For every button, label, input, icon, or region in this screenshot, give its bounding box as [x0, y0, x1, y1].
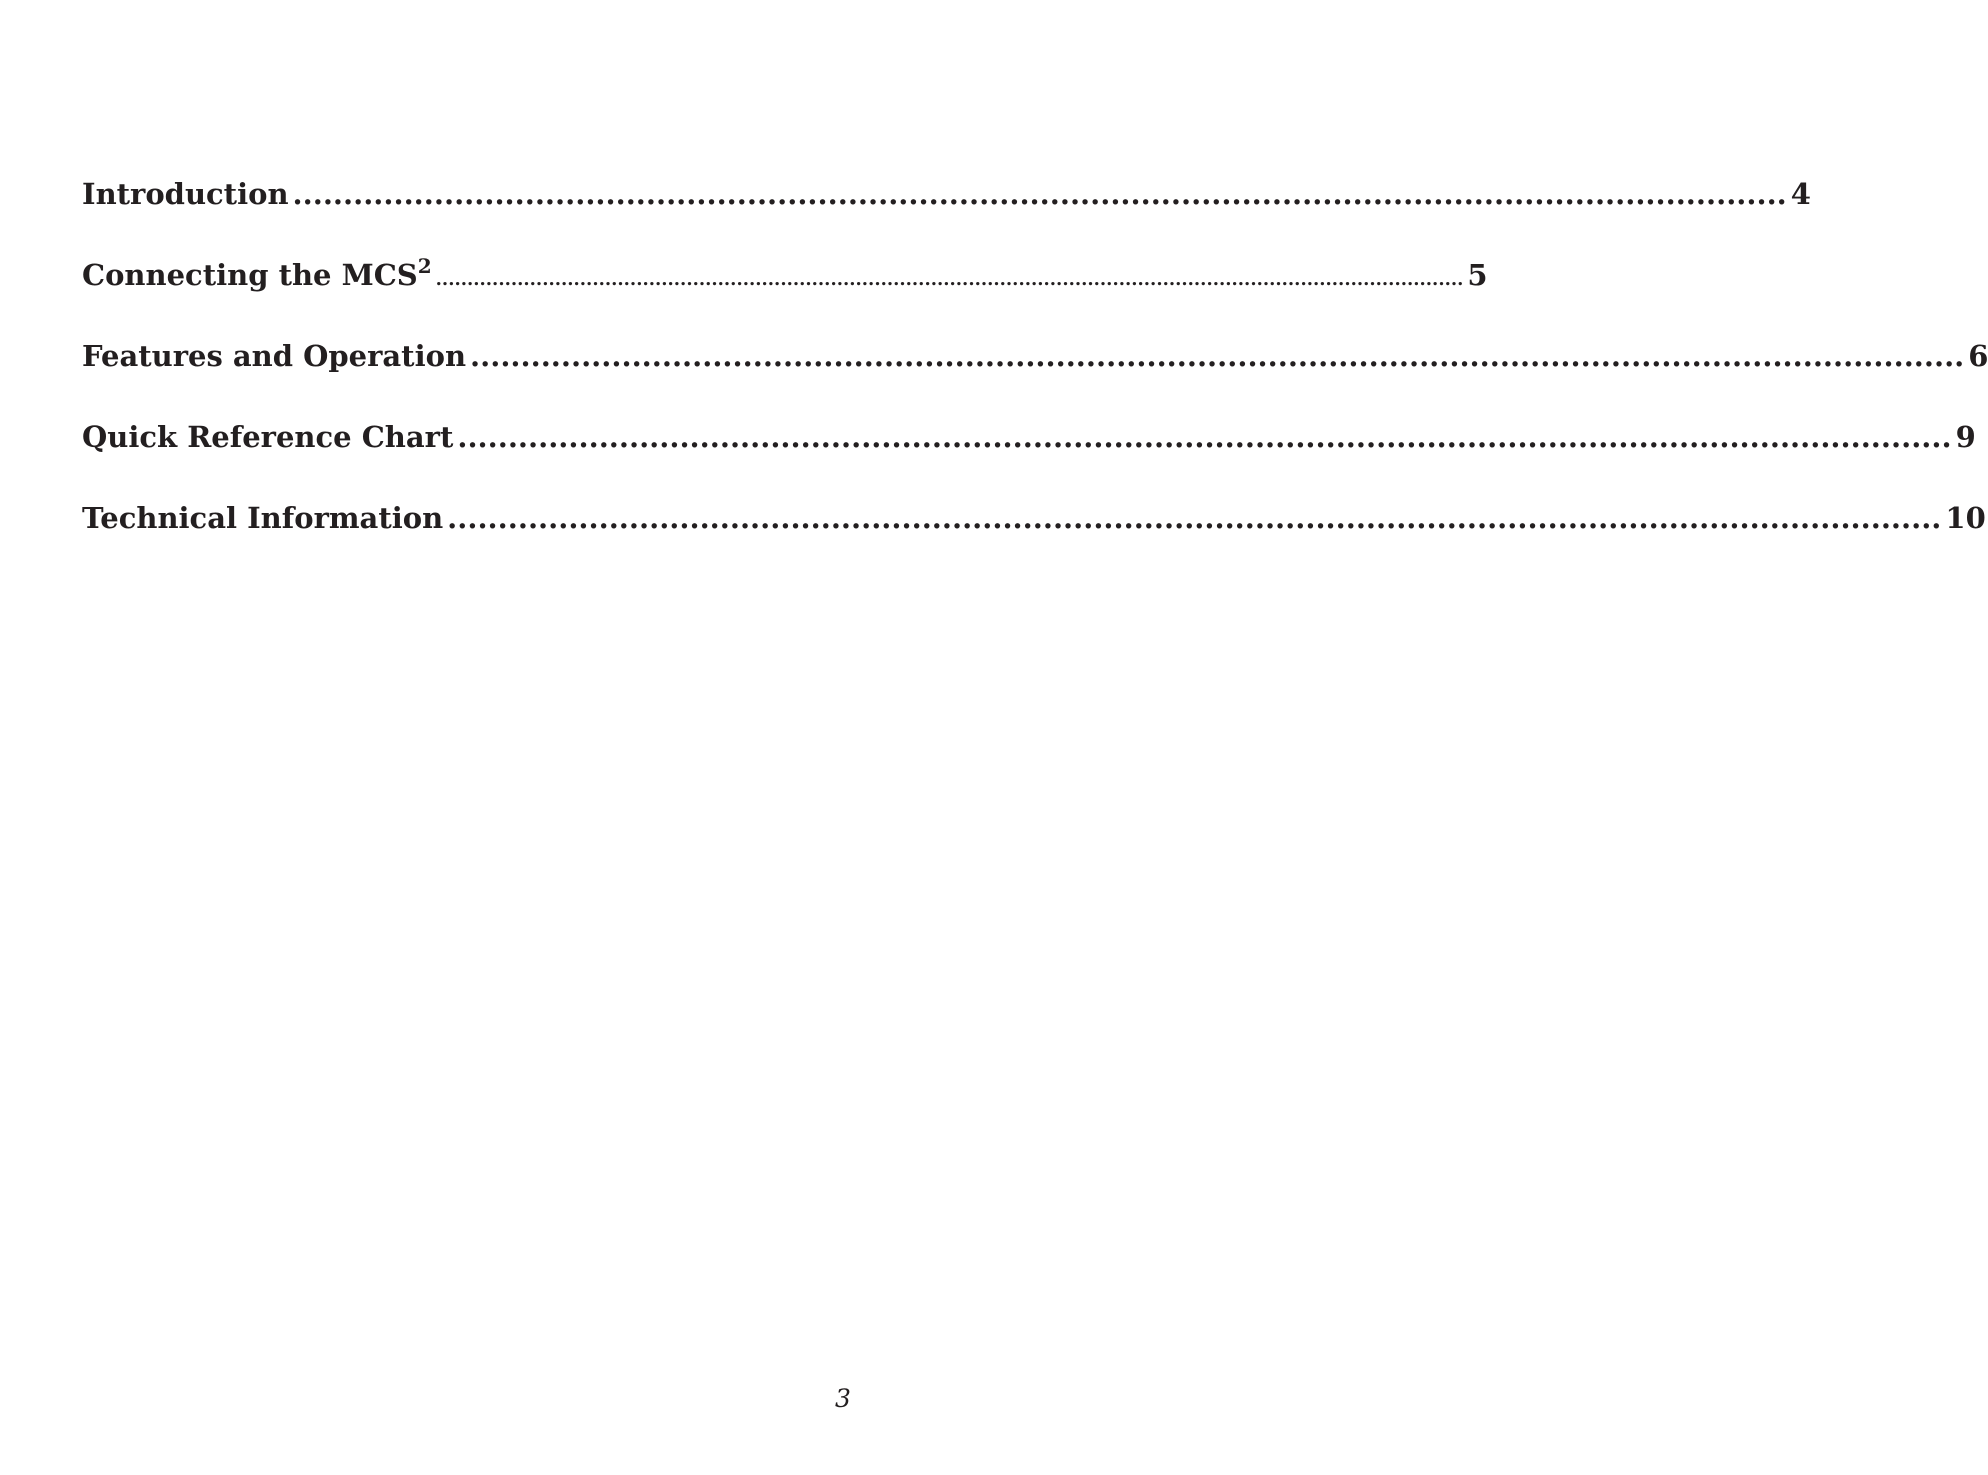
toc-entry-title: Features and Operation: [82, 339, 467, 373]
toc-entry-page: 5: [1467, 258, 1488, 292]
page-number: 3: [835, 1384, 851, 1413]
toc-entry-technical[interactable]: [82, 492, 1986, 573]
toc-entry-title: Quick Reference Chart: [82, 420, 454, 454]
toc-leader-dots: ....................................................................................................................................................: [447, 501, 1942, 535]
toc-entry-page: 9: [1955, 420, 1976, 454]
toc-entry-features[interactable]: [82, 330, 1988, 411]
toc-entry-introduction[interactable]: [82, 168, 1811, 249]
toc-entry-quick-reference[interactable]: [82, 411, 1976, 492]
toc-leader-dots: ....................................................................................................................................................: [470, 339, 1965, 373]
toc-entry-page: 4: [1790, 177, 1811, 211]
toc-entry-title: Connecting the MCS$^2$: [82, 254, 432, 292]
toc-leader-dots: ....................................................................................................................................................................: [435, 269, 1464, 290]
toc-entry-title: Introduction: [82, 177, 289, 211]
toc-entry-page: 6: [1968, 339, 1988, 373]
toc-leader-dots: ....................................................................................................................................................: [457, 420, 1952, 454]
toc-entry-page: 10: [1945, 501, 1986, 535]
toc-entry-title: Technical Information: [82, 501, 444, 535]
toc-entry-connecting[interactable]: [82, 249, 1488, 330]
toc-entry-superscript: 2: [417, 254, 432, 278]
toc-leader-dots: ....................................................................................................................................................: [292, 177, 1787, 211]
table-of-contents: [82, 168, 1988, 573]
